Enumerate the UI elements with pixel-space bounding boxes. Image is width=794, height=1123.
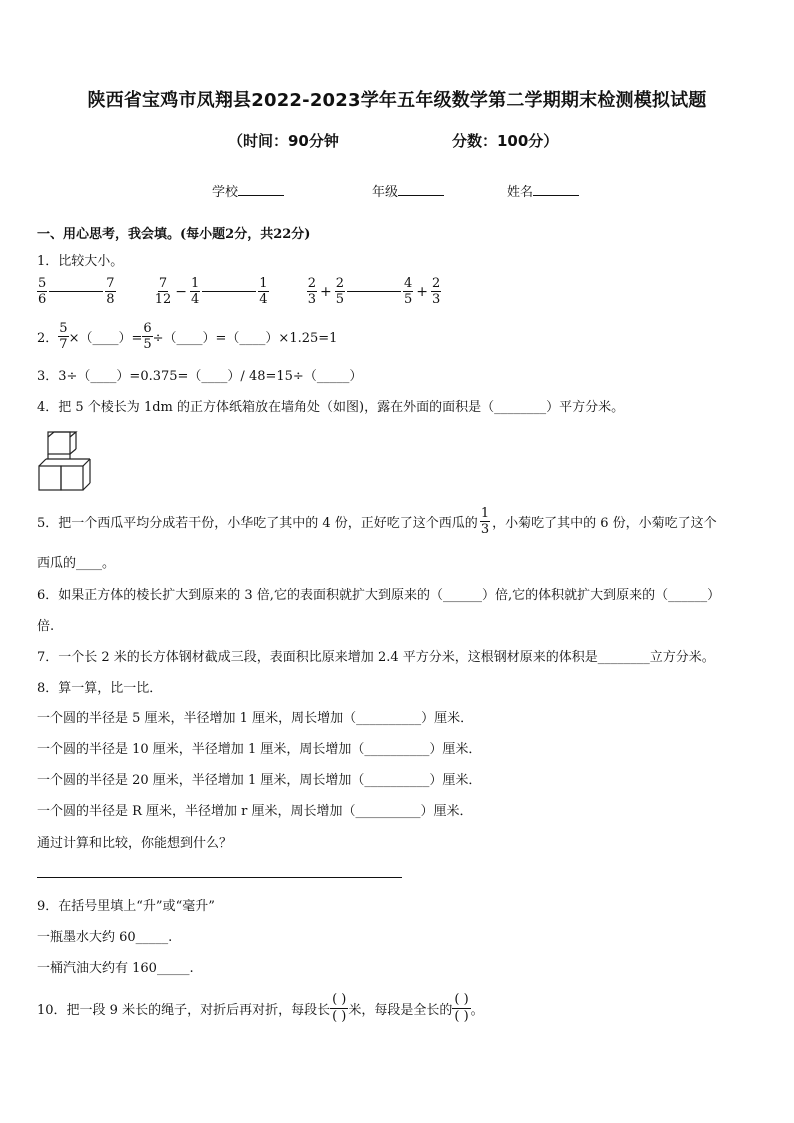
question-2: [37, 321, 337, 352]
question-6-line-2: 倍.: [37, 619, 55, 634]
comparison-1: [37, 276, 116, 307]
grade-label: 年级: [372, 185, 399, 200]
fraction: $\frac{4}{5}$: [403, 276, 413, 307]
question-4: 4．把 5 个棱长为 1dm 的正方体纸箱放在墙角处（如图)，露在外面的面积是（________）平方分米。: [37, 400, 625, 415]
question-2-text-1: ×（____）=: [68, 331, 143, 346]
question-9-label: 9．在括号里填上“升”或“毫升”: [37, 899, 215, 914]
compare-blank-1[interactable]: [49, 291, 103, 292]
fraction: $\frac{5}{6}$: [38, 276, 47, 307]
question-5-line-1: [37, 506, 717, 537]
blank-fraction[interactable]: $\frac{( )}{( )}$: [454, 992, 469, 1024]
name-label: 姓名: [507, 185, 534, 200]
question-8-line-2: 一个圆的半径是 10 厘米，半径增加 1 厘米，周长增加（__________）厘米．: [37, 742, 482, 757]
question-10: [37, 992, 484, 1025]
fraction: $\frac{1}{4}$: [259, 276, 268, 307]
question-8-line-3: 一个圆的半径是 20 厘米，半径增加 1 厘米，周长增加（__________）厘米．: [37, 773, 482, 788]
blank-fraction[interactable]: $\frac{( )}{( )}$: [332, 992, 347, 1024]
question-1-comparisons: [37, 276, 441, 307]
question-8-line-4: 一个圆的半径是 R 厘米，半径增加 r 厘米，周长增加（__________）厘米．: [37, 804, 473, 819]
school-input-line[interactable]: [238, 183, 284, 196]
page-title: 陕西省宝鸡市凤翔县2022-2023学年五年级数学第二学期期末检测模拟试题: [87, 90, 707, 111]
fraction: $\frac{5}{7}$: [59, 321, 68, 352]
answer-line[interactable]: [37, 877, 402, 878]
name-input-line[interactable]: [533, 183, 579, 196]
fraction: $\frac{7}{8}$: [106, 276, 115, 307]
fraction: $\frac{1}{4}$: [190, 276, 200, 307]
comparison-3: [307, 276, 442, 307]
plus-sign: +: [319, 283, 332, 300]
question-10-end: 。: [470, 1003, 484, 1018]
compare-blank-2[interactable]: [202, 291, 256, 292]
question-2-number: 2．: [37, 331, 59, 346]
fraction: $\frac{1}{3}$: [480, 506, 490, 537]
question-9-line-1: 一瓶墨水大约 60_____.: [37, 930, 173, 945]
question-5-text-2: ，小菊吃了其中的 6 份，小菊吃了这个: [492, 516, 717, 531]
question-1-label: 1．比较大小。: [37, 254, 124, 269]
fraction: $\frac{7}{12}$: [154, 276, 172, 307]
fraction: $\frac{2}{5}$: [335, 276, 344, 307]
cubes-figure: [37, 428, 103, 494]
grade-input-line[interactable]: [398, 183, 444, 196]
score-label: 分数：100分）: [452, 132, 559, 150]
minus-sign: −: [175, 283, 187, 300]
question-8-line-1: 一个圆的半径是 5 厘米，半径增加 1 厘米，周长增加（__________）厘米．: [37, 711, 474, 726]
fraction: $\frac{2}{3}$: [307, 276, 316, 307]
question-8-label: 8．算一算，比一比．: [37, 681, 163, 696]
compare-blank-3[interactable]: [347, 291, 401, 292]
question-6-line-1: 6．如果正方体的棱长扩大到原来的 3 倍,它的表面积就扩大到原来的（______）倍,它的体积就扩大到原来的（______）: [37, 588, 721, 603]
question-5-text-1: 5．把一个西瓜平均分成若干份，小华吃了其中的 4 份，正好吃了这个西瓜的: [37, 516, 478, 531]
fraction: $\frac{2}{3}$: [432, 276, 441, 307]
school-label: 学校: [212, 185, 239, 200]
grade-field: [372, 181, 444, 200]
question-2-text-2: ÷（____）=（____）×1.25=1: [152, 331, 338, 346]
question-9-line-2: 一桶汽油大约有 160_____.: [37, 961, 194, 976]
name-field: [507, 181, 579, 200]
question-10-text-2: 米，每段是全长的: [348, 1003, 453, 1018]
question-10-text-1: 10．把一段 9 米长的绳子，对折后再对折，每段长: [37, 1003, 331, 1018]
question-5-line-2: 西瓜的____。: [37, 556, 116, 571]
question-8-prompt: 通过计算和比较，你能想到什么？: [37, 836, 233, 851]
school-field: [212, 181, 284, 200]
time-label: （时间：90分钟: [228, 132, 339, 150]
fraction: $\frac{6}{5}$: [143, 321, 152, 352]
section-heading: 一、用心思考，我会填。(每小题2分，共22分): [37, 227, 311, 242]
question-3: 3．3÷（____）=0.375=（____）/ 48=15÷（_____）: [37, 369, 363, 384]
plus-sign: +: [416, 283, 428, 300]
comparison-2: [154, 276, 269, 307]
question-7: 7．一个长 2 米的长方体钢材截成三段，表面积比原来增加 2.4 平方分米，这根钢材原来的体积是________立方分米。: [37, 650, 715, 665]
